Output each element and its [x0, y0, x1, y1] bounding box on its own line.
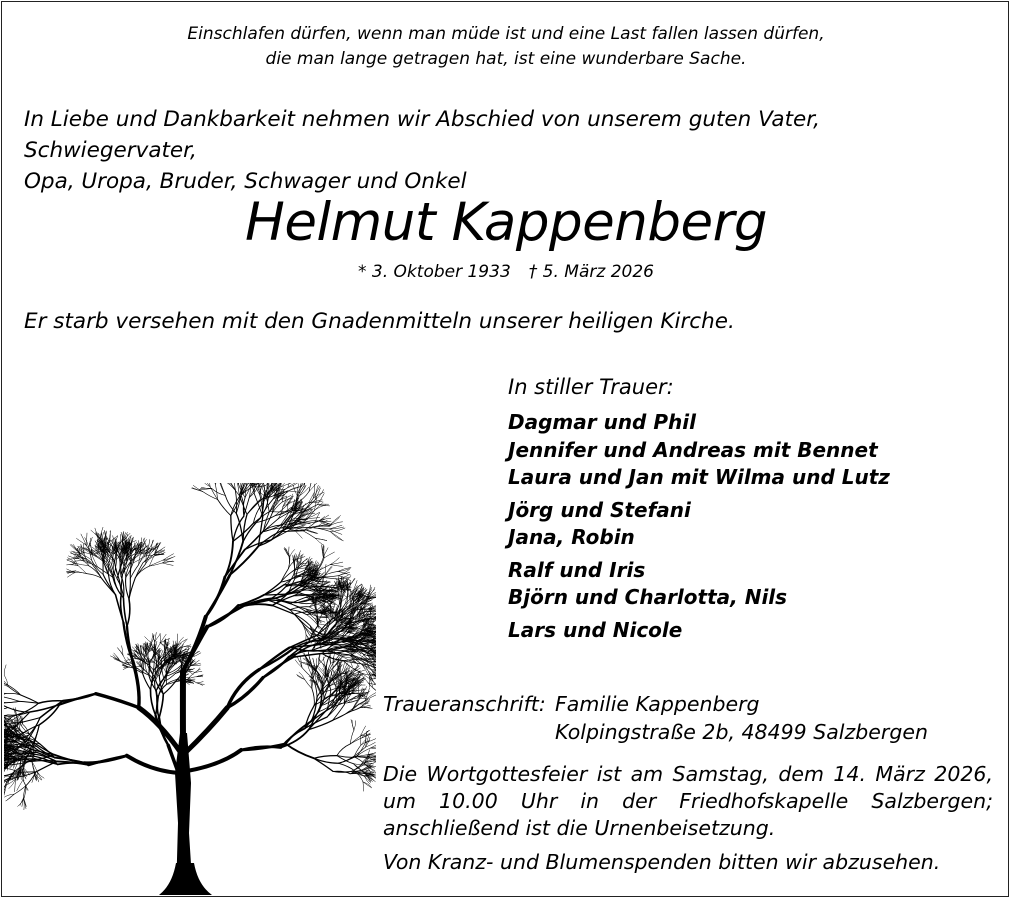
donations-note: Von Kranz- und Blumenspenden bitten wir abzusehen. [383, 850, 941, 874]
tree-illustration [4, 483, 376, 895]
mourner-group [508, 409, 978, 492]
motto-quote [0, 22, 1012, 72]
mourner-line: Jana, Robin [508, 525, 635, 549]
life-dates [0, 260, 1012, 284]
service-info: Die Wortgottesfeier ist am Samstag, dem 14. März 2026, um 10.00 Uhr in der Friedhofskapelle Salzbergen; anschließend ist die Urnenbeisetzung. [383, 762, 993, 840]
mourner-group [508, 557, 978, 612]
address-street: Kolpingstraße 2b, 48499 Salzbergen [555, 720, 928, 744]
intro-line-2: Opa, Uropa, Bruder, Schwager und Onkel [24, 169, 467, 194]
mourner-group [508, 497, 978, 552]
mourner-line: Ralf und Iris [508, 557, 646, 582]
mourner-line: Lars und Nicole [508, 617, 683, 642]
intro-text [24, 104, 999, 197]
birth-date: * 3. Oktober 1933 [358, 262, 511, 282]
mourner-line: Jennifer und Andreas mit Bennet [508, 437, 878, 462]
motto-line-2: die man lange getragen hat, ist eine wunderbare Sache. [265, 49, 747, 69]
intro-line-1: In Liebe und Dankbarkeit nehmen wir Abschied von unserem guten Vater, Schwiegervater, [24, 107, 820, 163]
motto-line-1: Einschlafen dürfen, wenn man müde ist und eine Last fallen lassen dürfen, [187, 24, 825, 44]
mourner-group [508, 617, 978, 645]
deceased-name: Helmut Kappenberg [244, 192, 768, 253]
church-note: Er starb versehen mit den Gnadenmitteln unserer heiligen Kirche. [24, 309, 735, 334]
mourner-line: Björn und Charlotta, Nils [508, 585, 788, 609]
mourners-list [508, 409, 978, 649]
mourner-line: Dagmar und Phil [508, 410, 696, 434]
mourners-heading: In stiller Trauer: [508, 375, 674, 399]
mourner-line: Jörg und Stefani [508, 497, 691, 522]
address-family: Familie Kappenberg [555, 692, 760, 716]
mourner-line: Laura und Jan mit Wilma und Lutz [508, 465, 890, 489]
address-label: Traueranschrift: [383, 692, 546, 716]
death-date: † 5. März 2026 [528, 262, 654, 282]
